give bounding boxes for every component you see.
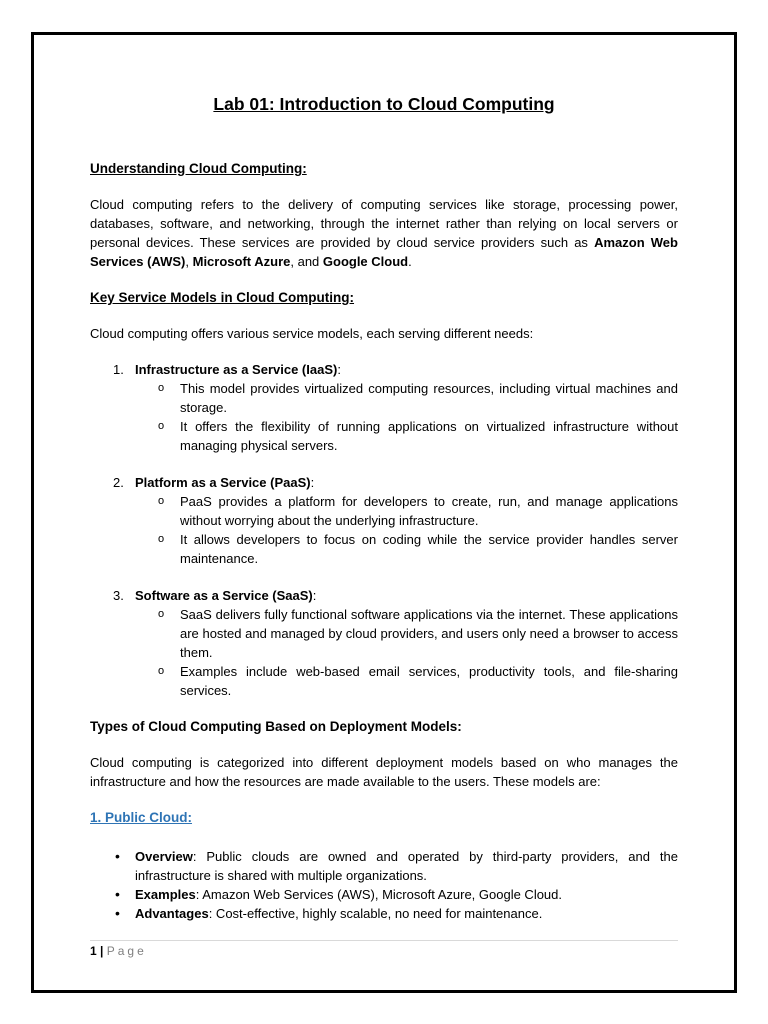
model-name: Infrastructure as a Service (IaaS) — [135, 362, 338, 377]
bullet-item-overview: • Overview: Public clouds are owned and operated by third-party providers, and the infrastructure is shared with multiple organizations. — [115, 848, 678, 883]
service-model-list — [90, 360, 678, 700]
term-google: Google Cloud — [322, 254, 409, 269]
circle-bullet-icon: o — [158, 495, 165, 507]
document-body — [90, 92, 678, 923]
list-number: 2. — [113, 475, 124, 490]
bullet-icon: • — [115, 848, 120, 864]
footer-divider — [90, 940, 678, 941]
paragraph-deployment-intro: Cloud computing is categorized into different deployment models based on who manages the infrastructure and how the resources are made available to the users. These models are: — [90, 755, 678, 789]
list-item-iaas: 1. Infrastructure as a Service (IaaS): — [113, 362, 341, 377]
circle-bullet-icon: o — [158, 382, 165, 394]
circle-bullet-icon: o — [158, 533, 165, 545]
section-heading-deployment: Types of Cloud Computing Based on Deployment Models: — [90, 719, 462, 734]
sub-point: o It offers the flexibility of running applications on virtualized infrastructure without managing physical servers. — [158, 419, 678, 453]
circle-bullet-icon: o — [158, 420, 165, 432]
page-footer: 1 | Page — [90, 944, 147, 958]
list-number: 3. — [113, 588, 124, 603]
bullet-item-advantages: • Advantages: Cost-effective, highly scalable, no need for maintenance. — [115, 905, 543, 921]
paragraph-definition: Cloud computing refers to the delivery of computing services like storage, processing power, databases, software, and networking, through the internet rather than relying on local servers or personal devices. These services are provided by cloud service providers such as Amazon Web Services (AWS), Microsoft Azure, and Google Cloud. — [90, 197, 678, 269]
bullet-icon: • — [115, 886, 120, 902]
public-cloud-link[interactable]: 1. Public Cloud: — [90, 810, 193, 825]
list-item-paas: 2. Platform as a Service (PaaS): — [113, 475, 315, 490]
sub-point: o It allows developers to focus on coding while the service provider handles server maintenance. — [158, 532, 678, 566]
bullet-icon: • — [115, 905, 120, 921]
circle-bullet-icon: o — [158, 608, 165, 620]
sub-point: o Examples include web-based email services, productivity tools, and file-sharing services. — [158, 664, 678, 698]
sub-point: o SaaS delivers fully functional software applications via the internet. These applications are hosted and managed by cloud providers, and users only need a browser to access them. — [158, 607, 678, 660]
list-number: 1. — [113, 362, 124, 377]
section-heading-service-models: Key Service Models in Cloud Computing: — [90, 290, 355, 305]
model-name: Software as a Service (SaaS) — [135, 588, 313, 603]
term-azure: Microsoft Azure — [192, 254, 291, 269]
sub-point: o This model provides virtualized computing resources, including virtual machines and storage. — [158, 381, 678, 415]
section-heading-understanding: Understanding Cloud Computing: — [90, 161, 307, 176]
page-number: 1 — [90, 944, 97, 958]
document-title: Lab 01: Introduction to Cloud Computing — [213, 94, 555, 114]
sub-point: o PaaS provides a platform for developers to create, run, and manage applications without worrying about the underlying infrastructure. — [158, 494, 678, 528]
public-cloud-bullets — [90, 847, 678, 923]
paragraph-service-intro: Cloud computing offers various service models, each serving different needs: — [90, 326, 534, 341]
page-label: Page — [106, 944, 147, 958]
circle-bullet-icon: o — [158, 665, 165, 677]
list-item-saas: 3. Software as a Service (SaaS): — [113, 588, 317, 603]
model-name: Platform as a Service (PaaS) — [135, 475, 311, 490]
term-aws: Amazon Web Services (AWS) — [90, 235, 678, 269]
bullet-item-examples: • Examples: Amazon Web Services (AWS), Microsoft Azure, Google Cloud. — [115, 886, 563, 902]
